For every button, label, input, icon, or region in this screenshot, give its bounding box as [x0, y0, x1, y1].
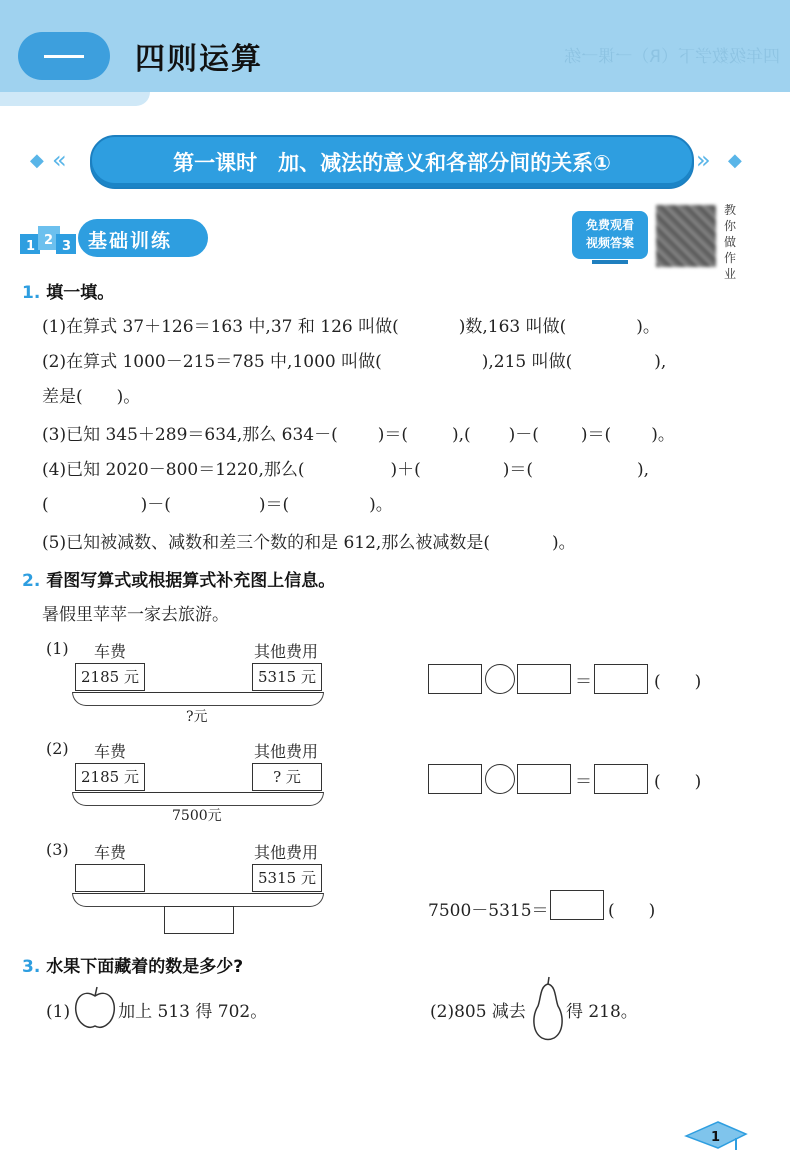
diagram1-brace	[72, 692, 324, 706]
apple-icon	[72, 984, 118, 1032]
unit-paren: ( )	[654, 672, 702, 692]
diagram3-right-title: 其他费用	[254, 843, 319, 862]
answer-box[interactable]	[550, 890, 604, 920]
answer-box[interactable]	[517, 664, 571, 694]
answer-box[interactable]	[428, 764, 482, 794]
graduation-cap-icon	[684, 1118, 748, 1154]
diagram3-left-title: 车费	[94, 843, 127, 862]
chapter-mark	[44, 55, 84, 58]
pear-icon	[528, 976, 568, 1042]
q1-line-6: ( )－( )＝( )。	[42, 495, 393, 515]
answer-box[interactable]	[594, 664, 648, 694]
cube-digit: 1	[26, 239, 36, 254]
diagram2-left-box: 2185 元	[75, 763, 145, 791]
diagram3-right-box: 5315 元	[252, 864, 322, 892]
q1-line-7: (5)已知被减数、减数和差三个数的和是 612,那么被减数是( )。	[42, 533, 576, 553]
q1-line-1: (1)在算式 37＋126＝163 中,37 和 126 叫做( )数,163 叫做( )。	[42, 317, 660, 337]
q1-line-5: (4)已知 2020－800＝1220,那么( )＋( )＝( ),	[42, 460, 650, 480]
diagram3-left-box[interactable]	[75, 864, 145, 892]
diagram2-left-title: 车费	[94, 742, 127, 761]
diagram3-equation: 7500－5315＝	[428, 901, 549, 921]
equals-sign: ＝	[575, 672, 592, 692]
q1-heading: 1. 填一填。	[22, 283, 115, 303]
qr-side-text: 教你做作业	[724, 203, 737, 281]
diagram2-label: (2)	[46, 739, 69, 758]
diagram1-right-box: 5315 元	[252, 663, 322, 691]
diagram1-right-title: 其他费用	[254, 642, 319, 661]
q1-line-2: (2)在算式 1000－215＝785 中,1000 叫做( ),215 叫做( ),	[42, 352, 667, 372]
diagram1-left-box: 2185 元	[75, 663, 145, 691]
q2-intro: 暑假里苹苹一家去旅游。	[42, 605, 229, 625]
tv-stand	[592, 260, 628, 264]
answer-box[interactable]	[517, 764, 571, 794]
cube-digit: 3	[62, 239, 72, 254]
q1-line-3: 差是( )。	[42, 387, 141, 407]
lesson-title: 第一课时 加、减法的意义和各部分间的关系①	[173, 151, 611, 175]
number-cubes-icon	[18, 224, 84, 258]
qr-code[interactable]	[656, 205, 716, 267]
cube-digit: 2	[44, 233, 54, 248]
unit-paren: ( )	[608, 901, 656, 921]
diagram2-right-box: ? 元	[252, 763, 322, 791]
diagram3-brace	[72, 893, 324, 907]
diagram2-brace	[72, 792, 324, 806]
diagram1-left-title: 车费	[94, 642, 127, 661]
answer-box[interactable]	[428, 664, 482, 694]
video-answer-label: 免费观看 视频答案	[585, 218, 634, 250]
diamond-icon: ◆	[30, 150, 44, 171]
diagram1-total: ?元	[186, 709, 208, 725]
chevron-left-icon: «	[52, 146, 67, 174]
diagram1-label: (1)	[46, 639, 69, 658]
q3-heading: 3. 水果下面藏着的数是多少?	[22, 957, 244, 977]
q3-item-2: (2)805 减去 得 218。	[430, 1002, 638, 1022]
header-mirrored-text: 四年级数学下（R）一课一练	[564, 47, 780, 67]
operator-circle[interactable]	[485, 664, 515, 694]
unit-paren: ( )	[654, 772, 702, 792]
page-number: 1	[711, 1130, 721, 1145]
q1-line-4: (3)已知 345＋289＝634,那么 634－( )＝( ),( )－( )＝( )。	[42, 425, 675, 445]
diagram2-total: 7500元	[172, 808, 222, 824]
diagram2-right-title: 其他费用	[254, 742, 319, 761]
diagram3-total-box[interactable]	[164, 906, 234, 934]
answer-box[interactable]	[594, 764, 648, 794]
chevron-right-icon: »	[696, 146, 711, 174]
header-tab	[0, 92, 150, 106]
q3-item-1: (1) 加上 513 得 702。	[46, 1002, 268, 1022]
diagram3-label: (3)	[46, 840, 69, 859]
q2-heading: 2. 看图写算式或根据算式补充图上信息。	[22, 571, 336, 591]
diamond-icon: ◆	[728, 150, 742, 171]
chapter-title: 四则运算	[135, 42, 263, 77]
operator-circle[interactable]	[485, 764, 515, 794]
section-title: 基础训练	[88, 230, 173, 252]
equals-sign: ＝	[575, 772, 592, 792]
